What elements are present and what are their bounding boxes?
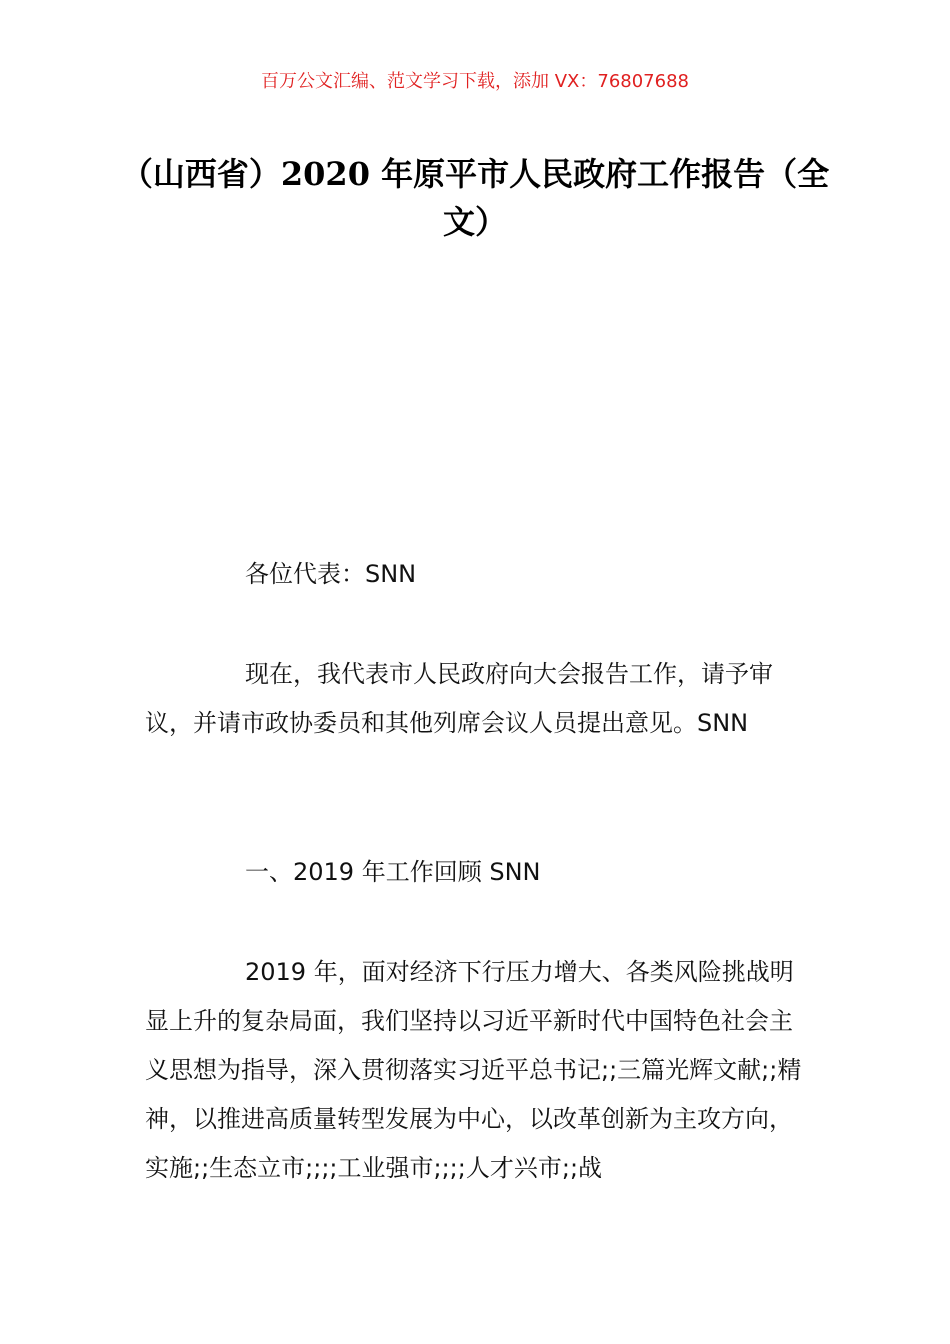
header-watermark-note: 百万公文汇编、范文学习下载，添加 VX：76807688 [261,71,689,92]
review-paragraph: 2019 年，面对经济下行压力增大、各类风险挑战明显上升的复杂局面，我们坚持以习近平新时代中国特色社会主义思想为指导，深入贯彻落实习近平总书记;;三篇光辉文献;;精神，以推进高质量转型发展为中心，以改革创新为主攻方向，实施;;生态立市;;;;工业强市;;;;人才兴市;;战 [145,958,802,1182]
section-heading: 一、2019 年工作回顾 SNN [245,858,541,886]
intro-paragraph: 现在，我代表市人民政府向大会报告工作，请予审议，并请市政协委员和其他列席会议人员提出意见。SNN [145,660,773,737]
salutation-paragraph: 各位代表：SNN [245,560,417,588]
document-title: （山西省）2020 年原平市人民政府工作报告（全文） [120,155,830,241]
